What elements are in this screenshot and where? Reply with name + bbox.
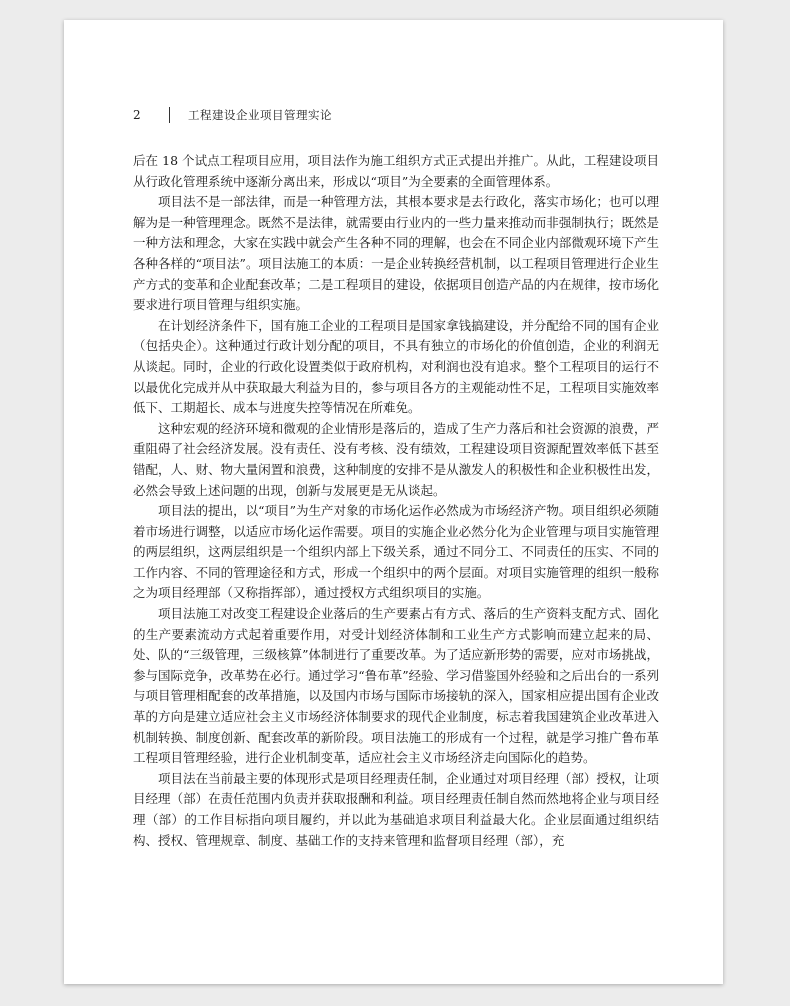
paragraph: 项目法施工对改变工程建设企业落后的生产要素占有方式、落后的生产资料支配方式、固化的生产要素流动方式起着重要作用，对受计划经济体制和工业生产方式影响而建立起来的局、处、队的“三级管理，三级核算”体制进行了重要改革。为了适应新形势的需要，应对市场挑战，参与国际竞争，改革势在必行。通过学习“鲁布革”经验、学习借鉴国外经验和之后出台的一系列与项目管理相配套的改革措施，以及国内市场与国际市场接轨的深入，国家相应提出国有企业改革的方向是建立适应社会主义市场经济体制要求的现代企业制度，标志着我国建筑企业改革进入机制转换、制度创新、配套改革的新阶段。项目法施工的形成有一个过程，就是学习推广鲁布革工程项目管理经验，进行企业机制变革，适应社会主义市场经济走向国际化的趋势。 — [133, 606, 659, 766]
paragraph: 这种宏观的经济环境和微观的企业情形是落后的，造成了生产力落后和社会资源的浪费，严重阻碍了社会经济发展。没有责任、没有考核、没有绩效，工程建设项目资源配置效率低下甚至错配，人、财、物大量闲置和浪费，这种制度的安排不是从激发人的积极性和企业积极性出发，必然会导致上述问题的出现，创新与发展更是无从谈起。 — [133, 420, 659, 498]
header-divider — [169, 107, 170, 123]
running-header — [133, 106, 332, 124]
paragraph: 在计划经济条件下，国有施工企业的工程项目是国家拿钱搞建设，并分配给不同的国有企业（包括央企）。这种通过行政计划分配的项目，不具有独立的市场化的价值创造，企业的利润无从谈起。同时，企业的行政化设置类似于政府机构，对利润也没有追求。整个工程项目的运行不以最优化完成并从中获取最大利益为目的，参与项目各方的主观能动性不足，工程项目实施效率低下、工期超长、成本与进度失控等情况在所难免。 — [133, 317, 659, 416]
page-number: 2 — [133, 108, 141, 122]
paragraph: 项目法的提出，以“项目”为生产对象的市场化运作必然成为市场经济产物。项目组织必须随着市场进行调整，以适应市场化运作需要。项目的实施企业必然分化为企业管理与项目实施管理的两层组织，这两层组织是一个组织内部上下级关系，通过不同分工、不同责任的压实、不同的工作内容、不同的管理途径和方式，形成一个组织中的两个层面。对项目实施管理的组织一般称之为项目经理部（又称指挥部），通过授权方式组织项目的实施。 — [133, 503, 659, 601]
paragraph: 项目法不是一部法律，而是一种管理方法，其根本要求是去行政化，落实市场化；也可以理解为是一种管理理念。既然不是法律，就需要由行业内的一些力量来推动而非强制执行；既然是一种方法和理念，大家在实践中就会产生各种不同的理解，也会在不同企业内部微观环境下产生各种各样的“项目法”。项目法施工的本质：一是企业转换经营机制，以工程项目管理进行企业生产方式的变革和企业配套改革；二是工程项目的建设，依据项目创造产品的内在规律，按市场化要求进行项目管理与组织实施。 — [133, 194, 659, 313]
paragraph: 项目法在当前最主要的体现形式是项目经理责任制，企业通过对项目经理（部）授权，让项目经理（部）在责任范围内负责并获取报酬和利益。项目经理责任制自然而然地将企业与项目经理（部）的工作目标指向项目履约，并以此为基础追求项目利益最大化。企业层面通过组织结构、授权、管理规章、制度、基础工作的支持来管理和监督项目经理（部），充 — [133, 770, 659, 848]
book-page — [64, 20, 723, 984]
paragraph: 后在 18 个试点工程项目应用，项目法作为施工组织方式正式提出并推广。从此，工程建设项目从行政化管理系统中逐渐分离出来，形成以“项目”为全要素的全面管理体系。 — [133, 153, 659, 189]
body-text — [133, 151, 659, 851]
running-title: 工程建设企业项目管理实论 — [188, 108, 332, 122]
